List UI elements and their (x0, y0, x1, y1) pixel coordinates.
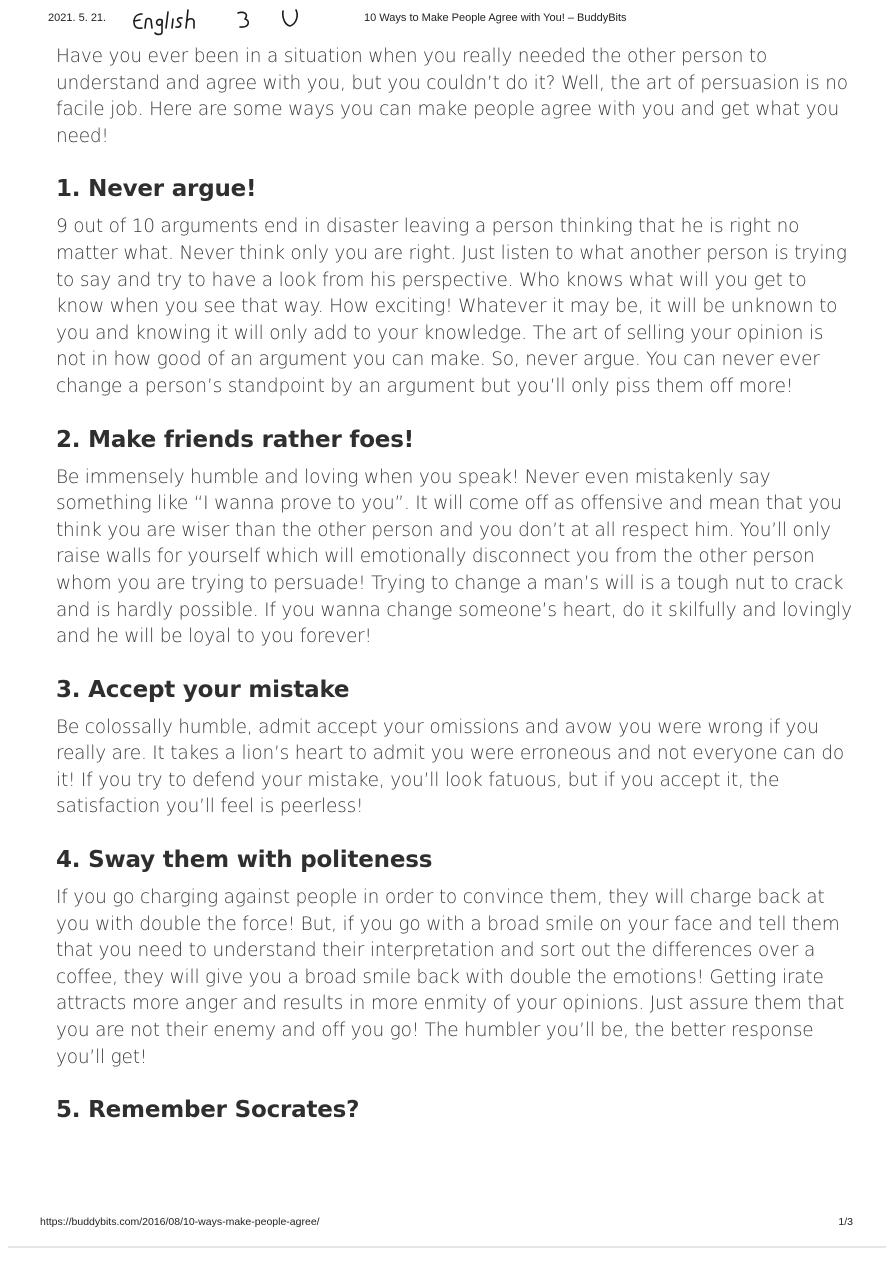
section-paragraph: 9 out of 10 arguments end in disaster leaving a person thinking that he is right no matter what. Never think only you are right. Just listen to what another person is trying to say and try to have a look from his perspective. Who knows what will you get to know when you see that way. How exciting! Whatever it may be, it will be unknown to you and knowing it will only add to your knowledge. The art of selling your opinion is not in how good of an argument you can make. So, never argue. You can never ever change a person’s standpoint by an argument but you’ll only piss them off more! (56, 216, 847, 397)
print-footer-url: https://buddybits.com/2016/08/10-ways-make-people-agree/ (40, 1216, 320, 1228)
section-heading: 5. Remember Socrates? (56, 1097, 360, 1124)
section-heading: 2. Make friends rather foes! (56, 426, 414, 453)
section-paragraph: Be colossally humble, admit accept your omissions and avow you were wrong if you really are. It takes a lion’s heart to admit you were erroneous and not everyone can do it! If you try to defend your mistake, you’ll look fatuous, but if you accept it, the satisfaction you’ll feel is peerless! (56, 716, 845, 818)
section-socrates (56, 1095, 856, 1125)
section-politeness (56, 845, 856, 1071)
section-accept-mistake (56, 675, 856, 821)
article-body (56, 44, 856, 1135)
section-paragraph: If you go charging against people in order to convince them, they will charge back at you with double the force! But, if you go with a broad smile on your face and tell them that you need to understand their interpretation and sort out the differences over a coffee, they will give you a broad smile back with double the emotions! Getting irate attracts more anger and results in more enmity of your opinions. Just assure them that you are not their enemy and off you go! The humbler you’ll be, the better response you’ll get! (56, 887, 845, 1068)
section-never-argue (56, 174, 856, 400)
scan-edge-divider (8, 1246, 886, 1248)
page-number: 1/3 (838, 1216, 853, 1228)
section-heading: 1. Never argue! (56, 176, 257, 203)
intro-paragraph: Have you ever been in a situation when you really needed the other person to understand and agree with you, but you couldn’t do it? Well, the art of persuasion is no facile job. Here are some ways you can make people agree with you and get what you need! (56, 46, 848, 147)
section-heading: 4. Sway them with politeness (56, 847, 433, 874)
print-page-title: 10 Ways to Make People Agree with You! – BuddyBits (364, 12, 627, 24)
section-paragraph: Be immensely humble and loving when you speak! Never even mistakenly say something like “I wanna prove to you”. It will come off as offensive and mean that you think you are wiser than the other person and you don’t at all respect him. You’ll only raise walls for yourself which will emotionally disconnect you from the other person whom you are trying to persuade! Trying to change a man’s will is a tough nut to crack and is hardly possible. If you wanna change someone’s heart, do it skilfully and lovingly and he will be loyal to you forever! (56, 466, 852, 648)
handwritten-annotation (128, 4, 318, 36)
print-header (0, 10, 893, 32)
section-heading: 3. Accept your mistake (56, 676, 350, 703)
print-date: 2021. 5. 21. (48, 12, 107, 24)
section-make-friends (56, 425, 856, 651)
